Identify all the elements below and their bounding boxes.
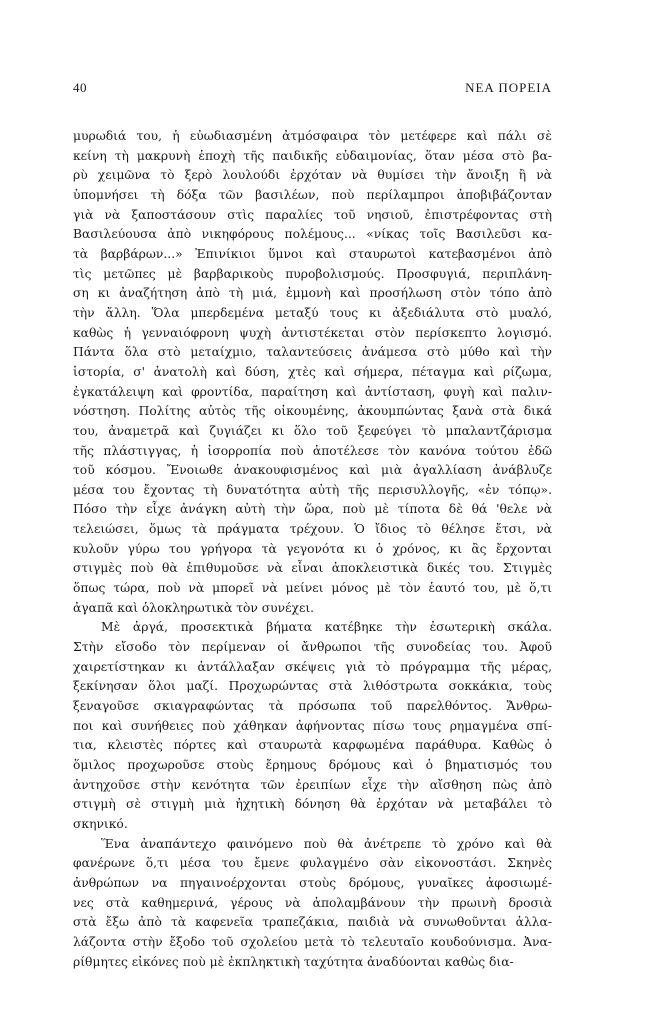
text-line: ση κι ἀναζήτηση ἀπὸ τὴ μιά, ἐμμονὴ καὶ προσήλωση στὸν τόπο ἀπὸ <box>73 286 552 301</box>
running-head <box>73 80 552 96</box>
text-line: στὰ ἔξω ἀπὸ τὰ καφενεῖα τραπεζάκια, παιδιὰ νὰ συνωθοῦνται ἀλλα- <box>73 915 552 930</box>
text-line: τὶς μετῶπες μὲ βαρβαρικοὺς πυροβολισμούς. Προσφυγιά, περιπλάνη- <box>73 266 552 281</box>
paragraph-1 <box>73 127 552 618</box>
text-line: Μὲ ἀργά, προσεκτικὰ βήματα κατέβηκε τὴν ἐσωτερικὴ σκάλα. <box>101 620 552 635</box>
text-line: ὑπομνήσει τὴ δόξα τῶν βασιλέων, ποὺ περίλαμπροι ἀποβιβάζονταν <box>73 187 552 202</box>
text-line: ρὺ χειμῶνα τὸ ξερὸ λουλούδι ἐρχόταν νὰ θυμίσει τὴν ἄνοιξη ἢ νὰ <box>73 168 552 183</box>
text-line: τελειώσει, ὅμως τὰ πράγματα τρέχουν. Ὁ ἴδιος τὸ θέλησε ἔτσι, νὰ <box>73 522 552 537</box>
text-line: νες στὰ καθημερινά, γέρους νὰ ἀπολαμβάνουν τὴν πρωινὴ δροσιὰ <box>73 895 552 910</box>
body-text <box>73 127 552 972</box>
text-line: ὅπως τώρα, ποὺ νὰ μπορεῖ νὰ μείνει μόνος μὲ τὸν ἑαυτό του, μὲ ὅ,τι <box>73 581 552 596</box>
paragraph-3 <box>73 835 552 973</box>
text-line: χαιρετίστηκαν κι ἀντάλλαξαν σκέψεις γιὰ τὸ πρόγραμμα τῆς μέρας, <box>73 659 552 674</box>
text-line: τὰ βαρβάρων...» Ἐπινίκιοι ὕμνοι καὶ σταυρωτοὶ κατεβασμένοι ἀπὸ <box>73 246 552 261</box>
text-line: Στὴν εἴσοδο τὸν περίμεναν οἱ ἄνθρωποι τῆς συνοδείας του. Ἀφοῦ <box>73 640 552 655</box>
text-line: ἀγαπᾶ καὶ ὁλοκληρωτικὰ τὸν συνέχει. <box>73 600 315 615</box>
text-line: ὅμιλος προχωροῦσε στοὺς ἔρημους δρόμους καὶ ὁ βηματισμός του <box>73 758 552 772</box>
text-line: ξεναγοῦσε σκιαγραφώντας τὰ πρόσωπα τοῦ παρελθόντος. Ἄνθρω- <box>73 699 552 714</box>
text-line: ρίθμητες εἰκόνες ποὺ μὲ ἐκπληκτικὴ ταχύτητα ἀναδύονται καθὼς δια- <box>73 954 514 969</box>
text-line: ἀνθρώπων να πηγαινοέρχονται στοὺς δρόμους, γυναῖκες ἀφοσιωμέ- <box>73 875 552 890</box>
text-line: μυρωδιά του, ἡ εὐωδιασμένη ἀτμόσφαιρα τὸν μετέφερε καὶ πάλι σὲ <box>73 129 552 143</box>
page-number: 40 <box>73 80 87 95</box>
text-line: ἐγκατάλειψη καὶ φροντίδα, παραίτηση καὶ ἀντίσταση, φυγὴ καὶ παλιν- <box>73 384 552 399</box>
text-line: μέσα του ἔχοντας τὴ δυνατότητα αὐτὴ τῆς περισυλλογῆς, «ἐν τόπῳ». <box>73 482 552 497</box>
text-line: φανέρωνε ὅ,τι μέσα του ἔμενε φυλαγμένο σὰν εἰκονοστάσι. Σκηνὲς <box>73 856 552 871</box>
text-line: λάζοντα στὴν ἔξοδο τοῦ σχολείου μετὰ τὸ τελευταῖο κουδούνισμα. Ἀνα- <box>73 934 552 949</box>
text-line: του, ἀναμετρᾶ καὶ ζυγιάζει κι ὅλο τοῦ ξεφεύγει τὸ μπαλαντζάρισμα <box>73 423 552 438</box>
text-line: στιγμὲς ποὺ θὰ ἐπιθυμοῦσε νὰ εἶναι ἀποκλειστικὰ δικές του. Στιγμὲς <box>73 561 552 576</box>
text-line: ἱστορία, σ' ἀνατολὴ καὶ δύση, χτὲς καὶ σήμερα, πέταγμα καὶ ρίζωμα, <box>73 364 552 379</box>
text-line: νόστηση. Πολίτης αὐτὸς τῆς οἰκουμένης, ἀκουμπώντας ξανὰ στὰ δικά <box>73 404 552 419</box>
text-line: τῆς πλάστιγγας, ἡ ἰσορροπία ποὺ ἀποτέλεσε τὸν κανόνα τούτου ἐδῶ <box>73 443 552 458</box>
text-line: τὴν ἄλλη. Ὅλα μπερδεμένα μεταξύ τους κι ἀξεδιάλυτα στὸ μυαλό, <box>73 305 552 320</box>
text-line: τια, κλειστὲς πόρτες καὶ σταυρωτὰ καρφωμένα παράθυρα. Καθὼς ὁ <box>73 738 552 753</box>
text-line: γιὰ νὰ ξαποστάσουν στὶς παραλίες τοῦ νησιοῦ, ἐπιστρέφοντας στὴ <box>73 207 552 222</box>
text-line: Βασιλεύουσα ἀπὸ νικηφόρους πολέμους... «νίκας τοῖς Βασιλεῦσι κα- <box>73 227 552 242</box>
text-line: Πάντα ὅλα στὸ μεταίχμιο, ταλαντεύσεις ἀνάμεσα στὸ μύθο καὶ τὴν <box>73 345 552 360</box>
text-line: κείνη τὴ μακρυνὴ ἐποχὴ τῆς παιδικῆς εὐδαιμονίας, ὅταν μέσα στὸ βα- <box>73 148 552 163</box>
text-line: σκηνικό. <box>73 816 128 831</box>
journal-title: ΝΕΑ ΠΟΡΕΙΑ <box>465 80 552 95</box>
paragraph-2 <box>73 618 552 834</box>
text-line: κυλοῦν γύρω του γρήγορα τὰ γεγονότα κι ὁ χρόνος, κι ἂς ἔρχονται <box>73 541 552 556</box>
text-line: Ἕνα ἀναπάντεχο φαινόμενο ποὺ θὰ ἀνέτρεπε τὸ χρόνο καὶ θὰ <box>101 836 552 851</box>
text-line: στιγμὴ σὲ στιγμὴ μιὰ ἠχητικὴ δόνηση θὰ ἐρχόταν νὰ μεταβάλει τὸ <box>73 797 552 812</box>
text-line: ξεκίνησαν ὅλοι μαζί. Προχωρώντας στὰ λιθόστρωτα σοκκάκια, τοὺς <box>73 679 552 694</box>
text-line: ἀντηχοῦσε στὴν κενότητα τῶν ἐρειπίων εἶχε τὴν αἴσθηση πὼς ἀπὸ <box>73 777 552 792</box>
text-line: Πόσο τὴν εἶχε ἀνάγκη αὐτὴ τὴν ὥρα, ποὺ μὲ τίποτα δὲ θά 'θελε νὰ <box>73 502 552 517</box>
text-line: τοῦ κόσμου. Ἔνοιωθε ἀνακουφισμένος καὶ μιὰ ἀγαλλίαση ἀνάβλυζε <box>73 463 552 478</box>
text-line: ποι καὶ συνήθειες ποὺ χάθηκαν ἀφήνοντας πίσω τους ρημαγμένα σπί- <box>73 718 552 733</box>
text-line: καθὼς ἡ γενναιόφρονη ψυχὴ ἀντιστέκεται στὸν περίσκεπτο λογισμό. <box>73 325 552 340</box>
